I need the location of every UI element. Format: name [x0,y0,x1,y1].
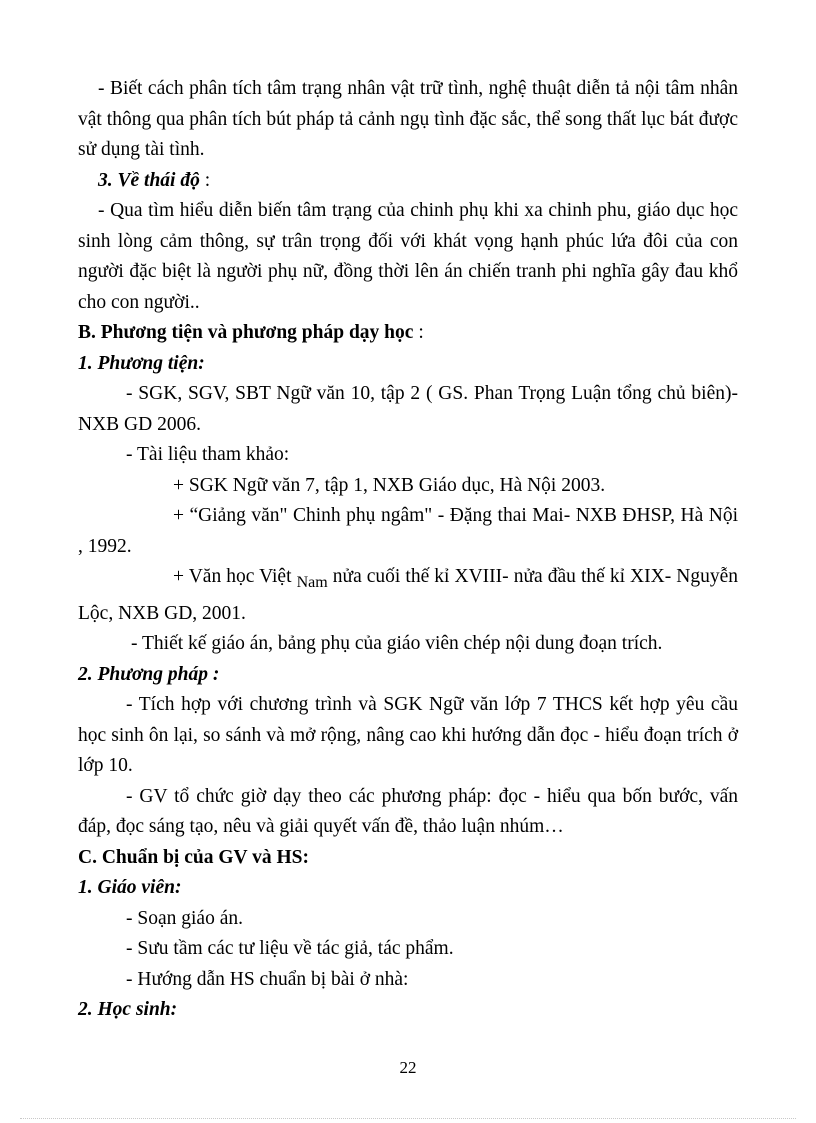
reference-item-3-part-1: + Văn học Việt [173,566,297,587]
reference-item-3-part-2: nửa cuối thế kỉ XVIII- nửa đầu thế kỉ XIX- Nguyễn Lộc, NXB GD, 2001. [78,566,739,624]
reference-item-1: + SGK Ngữ văn 7, tập 1, NXB Giáo dục, Hà Nội 2003. [173,474,606,496]
references-label: - Tài liệu tham khảo: [126,444,290,465]
means-textbook-paragraph: - SGK, SGV, SBT Ngữ văn 10, tập 2 ( GS. Phan Trọng Luận tổng chủ biên)- NXB GD 2006. [78,383,738,435]
subsection-teacher-heading: 1. Giáo viên: [78,877,182,898]
section-3-heading [78,166,738,197]
teacher-item-3: - Hướng dẫn HS chuẩn bị bài ở nhà: [126,968,409,990]
subsection-means-heading: 1. Phương tiện: [78,352,205,374]
reference-item-3 [78,562,738,629]
lesson-plan-paragraph: - Thiết kế giáo án, bảng phụ của giáo viên chép nội dung đoạn trích. [131,633,663,654]
reference-item-3-subscript: Nam [296,574,328,591]
teacher-item-2: - Sưu tầm các tư liệu về tác giả, tác phẩm. [126,938,454,959]
attitude-paragraph: - Qua tìm hiểu diễn biến tâm trạng của chinh phụ khi xa chinh phu, giáo dục học sinh lòng cảm thông, sự trân trọng đối với khát vọng hạnh phúc lứa đôi của con người đặc biệt là người phụ nữ, đồng thời lên án chiến tranh phi nghĩa gây đau khổ cho con người.. [78,200,738,313]
objective-skill-paragraph: - Biết cách phân tích tâm trạng nhân vật trữ tình, nghệ thuật diễn tả nội tâm nhân vật thông qua phân tích bút pháp tả cảnh ngụ tình đặc sắc, thể song thất lục bát được sử dụng tài tình. [78,78,738,160]
reference-item-2: + “Giảng văn" Chinh phụ ngâm" - Đặng thai Mai- NXB ĐHSP, Hà Nội , 1992. [78,505,738,557]
section-b-heading-label: B. Phương tiện và phương pháp dạy học [78,322,414,343]
method-integration-paragraph: - Tích hợp với chương trình và SGK Ngữ văn lớp 7 THCS kết hợp yêu cầu học sinh ôn lại, so sánh và mở rộng, nâng cao khi hướng dẫn đọc - hiểu đoạn trích ở lớp 10. [78,694,738,776]
page-number: 22 [399,1058,417,1077]
subsection-method-heading: 2. Phương pháp : [78,663,220,685]
teacher-item-1: - Soạn giáo án. [126,907,243,929]
section-b-heading [78,318,738,349]
section-b-heading-colon: : [413,322,424,343]
section-c-heading: C. Chuẩn bị của GV và HS: [78,846,309,868]
section-3-heading-label: 3. Về thái độ [98,169,200,191]
document-page [78,74,738,1026]
footer-divider [20,1118,796,1119]
section-3-heading-colon: : [199,169,211,191]
subsection-student-heading: 2. Học sinh: [78,999,178,1020]
method-teaching-paragraph: - GV tổ chức giờ dạy theo các phương pháp: đọc - hiểu qua bốn bước, vấn đáp, đọc sáng tạo, nêu và giải quyết vấn đề, thảo luận nhúm… [78,785,738,837]
